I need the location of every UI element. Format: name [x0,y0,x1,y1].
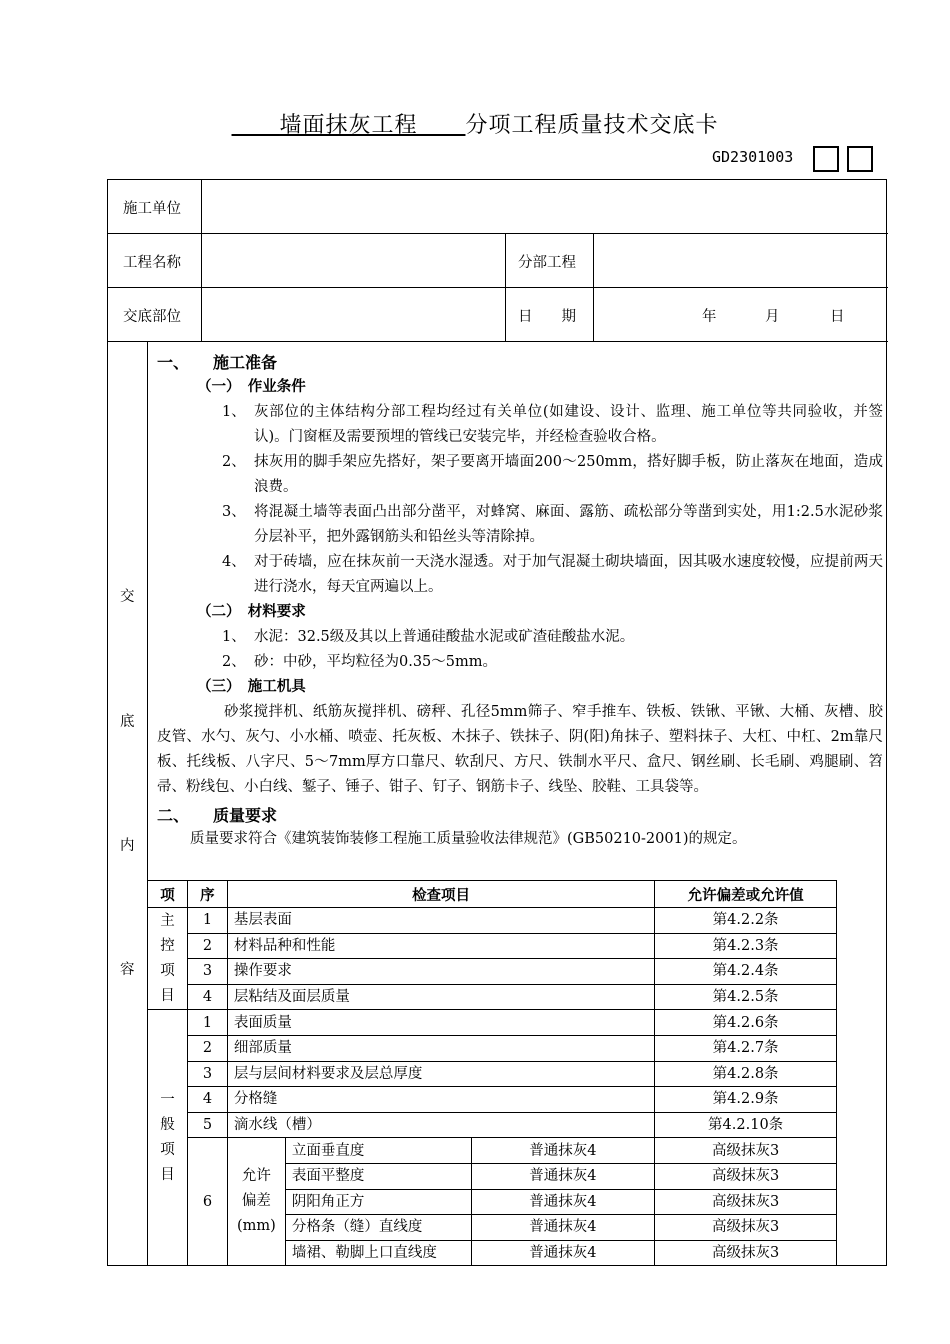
sub3-heading: （三） 施工机具 [197,679,306,695]
date-month: 月 [765,309,780,325]
sub2-heading: （二） 材料要求 [197,604,306,620]
list-item: 2、 砂：中砂，平均粒径为0.35～5mm。 [222,654,498,670]
col-divider [593,233,594,341]
unit-label: 施工单位 [123,201,181,217]
row-divider [107,287,888,288]
col-divider [201,179,202,341]
side-label-char: 交 [120,589,135,605]
table-row: 3 操作要求 第4.2.4条 [148,959,837,985]
table-row: 主 控 项 目 1 基层表面 第4.2.2条 [148,908,837,934]
checkbox-2[interactable] [847,146,873,172]
table-row: 4 层粘结及面层质量 第4.2.5条 [148,984,837,1010]
table-row: 表面平整度 普通抹灰4 高级抹灰3 [148,1163,837,1189]
header-cell: 序 [187,881,227,908]
date-year: 年 [702,309,717,325]
col-divider [505,233,506,341]
date-day: 日 [830,309,845,325]
checkbox-1[interactable] [813,146,839,172]
section1-heading: 一、 施工准备 [157,353,278,372]
doc-code: GD2301003 [712,148,794,166]
part-label: 交底部位 [123,309,181,325]
table-row: 4 分格缝 第4.2.9条 [148,1087,837,1113]
side-label-char: 容 [120,962,135,978]
table-row: 阴阳角正方 普通抹灰4 高级抹灰3 [148,1189,837,1215]
table-row: 3 层与层间材料要求及层总厚度 第4.2.8条 [148,1061,837,1087]
subproject-label: 分部工程 [518,255,576,271]
table-row: 一 般 项 目 1 表面质量 第4.2.6条 [148,1010,837,1036]
table-row: 2 细部质量 第4.2.7条 [148,1035,837,1061]
table-header-row [148,881,837,908]
list-item: 1、 水泥：32.5级及其以上普通硅酸盐水泥或矿渣硅酸盐水泥。 [222,629,635,645]
table-row: 2 材料品种和性能 第4.2.3条 [148,933,837,959]
list-item: 3、 将混凝土墙等表面凸出部分凿平，对蜂窝、麻面、露筋、疏松部分等凿到实处，用1:2.5水泥砂浆分层补平，把外露钢筋头和铅丝头等清除掉。 [222,504,883,545]
group-general: 一 般 项 目 [148,1010,188,1266]
quality-table [147,880,837,1266]
side-label-char: 内 [120,838,135,854]
content-body [157,350,883,850]
title-underlined: 墙面抹灰工程 [279,113,418,138]
header-cell: 检查项目 [227,881,654,908]
list-item: 2、 抹灰用的脚手架应先搭好，架子要离开墙面200～250mm，搭好脚手板，防止落灰在地面，造成浪费。 [222,454,883,495]
table-row: 分格条（缝）直线度 普通抹灰4 高级抹灰3 [148,1215,837,1241]
section2-heading: 二、 质量要求 [157,806,278,825]
page-title [0,108,950,139]
group-main: 主 控 项 目 [148,908,188,1010]
list-item: 1、 灰部位的主体结构分部工程均经过有关单位(如建设、设计、监理、施工单位等共同验收，并签认)。门窗框及需要预埋的管线已安装完毕，并经检查验收合格。 [222,404,883,445]
tolerance-label: 允许 偏差 (mm) [227,1138,285,1266]
tools-paragraph: 砂浆搅拌机、纸筋灰搅拌机、磅秤、孔径5mm筛子、窄手推车、铁板、铁锹、平锹、大桶、灰槽、胶皮管、水勺、灰勺、小水桶、喷壶、托灰板、木抹子、铁抹子、阴(阳)角抹子、塑料抹子、大杠、中杠、2m靠尺板、托线板、八字尺、5～7mm厚方口靠尺、软刮尺、方尺、铁制水平尺、盒尺、钢丝刷、长毛刷、鸡腿刷、笤帚、粉线包、小白线、錾子、锤子、钳子、钉子、钢筋卡子、线坠、胶鞋、工具袋等。 [157,704,883,795]
table-row: 墙裙、勒脚上口直线度 普通抹灰4 高级抹灰3 [148,1240,837,1266]
date-label: 日 期 [518,309,576,325]
project-label: 工程名称 [123,255,181,271]
list-item: 4、 对于砖墙，应在抹灰前一天浇水湿透。对于加气混凝土砌块墙面，因其吸水速度较慢，应提前两天进行浇水，每天宜两遍以上。 [222,554,883,595]
row-divider [107,233,888,234]
row-divider [107,341,888,342]
header-cell: 允许偏差或允许值 [655,881,837,908]
title-rest: 分项工程质量技术交底卡 [465,113,719,138]
quality-intro: 质量要求符合《建筑装饰装修工程施工质量验收法律规范》(GB50210-2001)的规定。 [190,831,747,847]
sub1-heading: （一） 作业条件 [197,379,306,395]
side-label-char: 底 [120,714,135,730]
header-cell: 项 [148,881,188,908]
table-row: 5 滴水线（槽） 第4.2.10条 [148,1112,837,1138]
table-row: 6 允许 偏差 (mm) 立面垂直度 普通抹灰4 高级抹灰3 [148,1138,837,1164]
